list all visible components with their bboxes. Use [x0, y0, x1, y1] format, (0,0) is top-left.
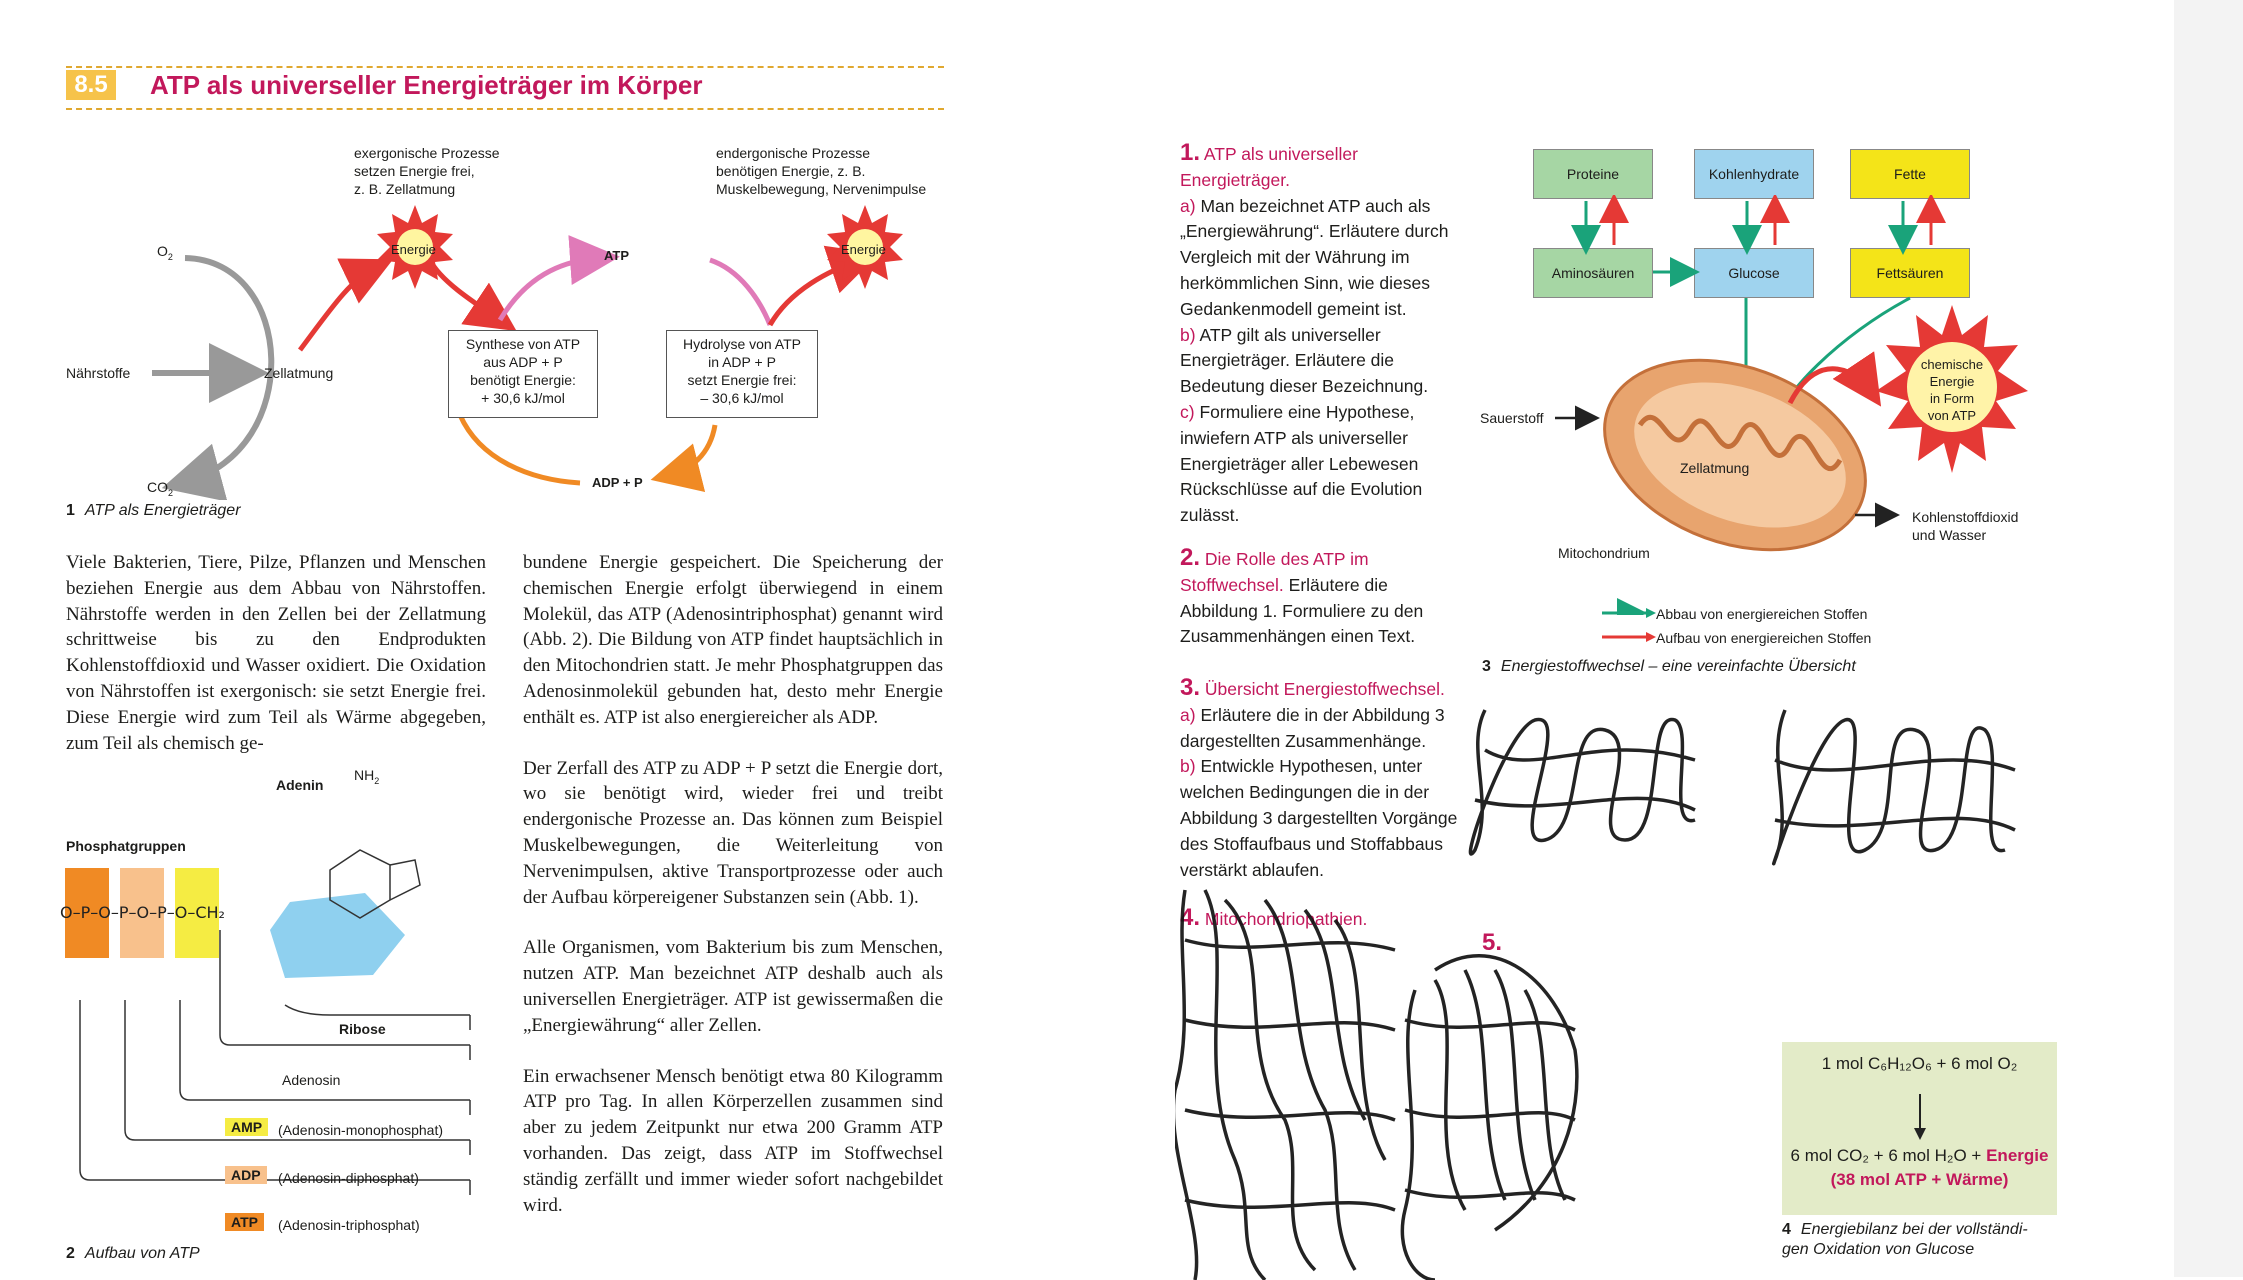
naehrstoffe-label: Nährstoffe	[66, 365, 131, 381]
endergonic-label: endergonische Prozesse benötigen Energie, z. B. Muskelbewegung, Nervenimpulse	[716, 145, 927, 197]
figure-4-caption: 4 Energiebilanz bei der vollständi- gen Oxidation von Glucose	[1782, 1221, 2028, 1258]
energie-label-1: Energie	[391, 242, 436, 257]
kohlenhydrate-box: Kohlenhydrate	[1694, 149, 1814, 199]
o2-label: $O_2$	[157, 243, 173, 262]
figure-1-caption: 1 ATP als Energieträger	[66, 502, 241, 519]
section-chip	[66, 70, 116, 100]
task-2: 2. Die Rolle des ATP im Stoffwechsel. Erläutere die Abbildung 1. Formuliere zu den Zusammenhängen einen Text.	[1180, 544, 1424, 647]
proteine-box: Proteine	[1533, 149, 1653, 199]
mitochondrium-label: Mitochondrium	[1558, 545, 1650, 561]
header-rule-top	[66, 66, 944, 68]
task-1: 1. ATP als universeller Energieträger. a) Man bezeichnet ATP auch als „Energiewährung“. Erläutere durch Vergleich mit der Währung im herkömmlichen Sinn, wie dieses Gedankenmodell gemeint ist. b) ATP gilt als universeller Energieträger. Erläutere die Bedeutung dieser Bezeichnung. c) Formuliere eine Hypothese, inwiefern ATP als universeller Energieträger aller Lebewesen Rückschlüsse auf die Evolution zulässt.	[1180, 139, 1449, 526]
figure-3-caption: 3 Energiestoffwechsel – eine vereinfachte Übersicht	[1482, 658, 1856, 675]
kohlenstoff-label: Kohlenstoffdioxid und Wasser	[1912, 509, 2019, 543]
exergonic-label: exergonische Prozesse setzen Energie frei, z. B. Zellatmung	[354, 145, 500, 197]
header-rule-bottom	[66, 108, 944, 110]
sauerstoff-label: Sauerstoff	[1480, 410, 1544, 426]
page-title: ATP als universeller Energieträger im Körper	[150, 70, 703, 100]
task-3: 3. Übersicht Energiestoffwechsel. a) Erläutere die in der Abbildung 3 dargestellten Zusammenhänge. b) Entwickle Hypothesen, unter welchen Bedingungen die in der Abbildung 3 dargestellten Vorgänge des Stoffaufbaus und Stoffabbaus verstärkt ablaufen.	[1180, 674, 1458, 880]
legend-green-label: Abbau von energiereichen Stoffen	[1656, 606, 1868, 622]
zellatmung-label-3: Zellatmung	[1680, 460, 1750, 476]
atp-badge: ATP	[225, 1213, 264, 1231]
aminosaeuren-box: Aminosäuren	[1533, 248, 1653, 298]
fette-box: Fette	[1850, 149, 1970, 199]
adp-text: (Adenosin-diphosphat)	[278, 1170, 419, 1186]
adenosin-label: Adenosin	[282, 1072, 341, 1088]
chem-energie-label: chemische Energie in Form von ATP	[1920, 357, 1984, 423]
body-text-middle: bundene Energie gespeichert. Die Speicherung der chemischen Energie erfolgt überwiegend in einem Molekül, das ATP (Adenosintriphosphat) genannt wird (Abb. 2). Die Bildung von ATP findet hauptsächlich in den Mitochondrien statt. Je mehr Phosphatgruppen das Adenosinmolekül gebunden hat, desto mehr Energie enthält es. ATP ist also energiereicher als ADP. Der Zerfall des ATP zu ADP + P setzt die Energie dort, wo sie benötigt wird, wieder frei und treibt endergonische Prozesse an. Das können zum Beispiel Muskelbewegungen, die Weiterleitung von Nervenimpulsen, aktive Transportprozesse oder auch der Aufbau körpereigener Substanzen sein (Abb. 1). Alle Organismen, vom Bakterium bis zum Menschen, nutzen ATP. Man bezeichnet ATP deshalb auch als universellen Energieträger. ATP ist gewissermaßen die „Energiewährung“ aller Zellen. Ein erwachsener Mensch benötigt etwa 80 Kilogramm ATP pro Tag. In allen Körperzellen zusammen sind aber zu jedem Zeitpunkt nur etwa 200 Gramm ATP vorhanden. Das zeigt, dass ATP im Stoffwechsel ständig zerfällt und immer wieder sofort nachgebildet wird.	[523, 552, 943, 1216]
section-number: 8.5	[66, 70, 116, 100]
hydrolyse-box: Hydrolyse von ATP in ADP + P setzt Energie frei: – 30,6 kJ/mol	[666, 330, 818, 418]
atp-text: (Adenosin-triphosphat)	[278, 1217, 420, 1233]
figure-2-caption: 2 Aufbau von ATP	[66, 1245, 200, 1262]
energy-balance-box	[1782, 1042, 2057, 1215]
fettsaeuren-box: Fettsäuren	[1850, 248, 1970, 298]
equation-reactants: 1 mol C₆H₁₂O₆ + 6 mol O₂	[1821, 1054, 2018, 1073]
co2-label: $CO_2$	[147, 479, 174, 498]
glucose-box: Glucose	[1694, 248, 1814, 298]
zellatmung-label: Zellatmung	[264, 365, 334, 381]
nh2-label: $NH_2$	[354, 767, 380, 786]
legend-red-label: Aufbau von energiereichen Stoffen	[1656, 630, 1872, 646]
reaction-arrow	[1910, 1092, 1930, 1142]
svg-text:O–P–O–P–O–P–O–CH₂: O–P–O–P–O–P–O–CH₂	[60, 903, 225, 922]
adp-p-label: ADP + P	[592, 475, 643, 490]
task-5-number: 5.	[1482, 929, 1503, 956]
legend-arrows	[1600, 605, 1660, 645]
adenin-label: Adenin	[276, 777, 324, 793]
energie-label-2: Energie	[841, 242, 886, 257]
equation-products: 6 mol CO₂ + 6 mol H₂O + Energie	[1790, 1146, 2049, 1165]
adp-badge: ADP	[225, 1166, 267, 1184]
scrollbar[interactable]	[2174, 0, 2243, 1277]
equation-energy: (38 mol ATP + Wärme)	[1830, 1170, 2009, 1189]
ribose-label: Ribose	[339, 1021, 386, 1037]
phosphat-label: Phosphatgruppen	[66, 838, 186, 854]
body-text-left: Viele Bakterien, Tiere, Pilze, Pflanzen und Menschen beziehen Energie aus dem Abbau von Nährstoffen. Nährstoffe werden in den Zellen bei der Zellatmung schrittweise bis zu den Endprodukten Kohlenstoffdioxid und Wasser oxidiert. Die Oxidation von Nährstoffen ist exergonisch: sie setzt Energie frei. Diese Energie wird zum Teil als Wärme abgegeben, zum Teil als chemisch ge-	[66, 552, 486, 754]
atp-label: ATP	[604, 248, 630, 263]
synthese-box: Synthese von ATP aus ADP + P benötigt Energie: + 30,6 kJ/mol	[448, 330, 598, 418]
task-4-heading: 4. Mitochondriopathien.	[1180, 904, 1368, 931]
amp-badge: AMP	[225, 1118, 268, 1136]
atp-structure-diagram	[60, 790, 490, 1230]
amp-text: (Adenosin-monophosphat)	[278, 1122, 443, 1138]
